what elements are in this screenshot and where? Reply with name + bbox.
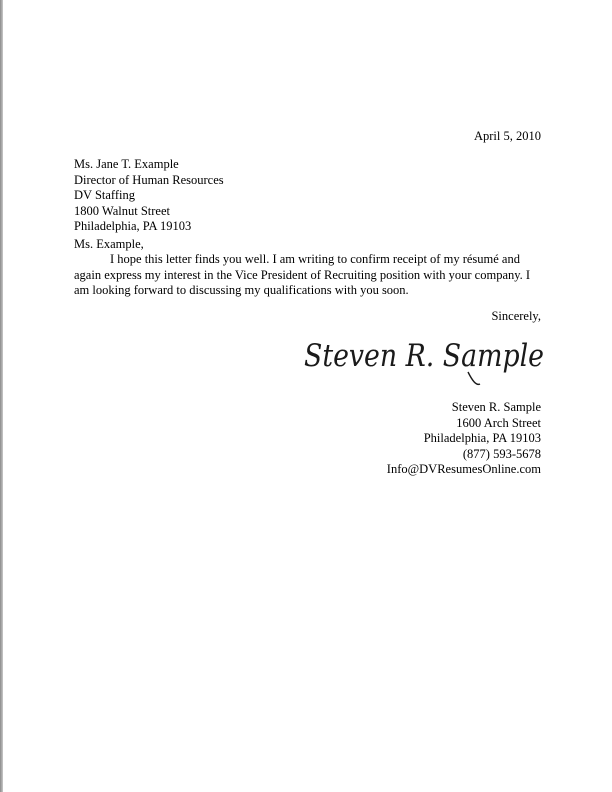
- closing: Sincerely,: [491, 309, 541, 323]
- letter-date: April 5, 2010: [473, 129, 541, 143]
- sender-phone: (877) 593-5678: [462, 446, 541, 461]
- recipient-street: 1800 Walnut Street: [74, 203, 170, 218]
- sender-street: 1600 Arch Street: [456, 415, 541, 430]
- sender-city: Philadelphia, PA 19103: [423, 431, 541, 446]
- sender-email: Info@DVResumesOnline.com: [386, 462, 541, 477]
- sender-name: Steven R. Sample: [451, 400, 541, 414]
- recipient-title: Director of Human Resources: [74, 172, 224, 187]
- recipient-name: Ms. Jane T. Example: [74, 157, 179, 171]
- sender-address-block: [387, 400, 541, 478]
- signature-text: Steven R. Sample: [304, 338, 544, 374]
- handwritten-signature: [300, 332, 550, 388]
- recipient-company: DV Staffing: [74, 188, 135, 203]
- body-paragraph: I hope this letter finds you well. I am writing to confirm receipt of my résumé and again express my interest in the Vice President of Recruiting position with your company. I am looking forward to discussing my qualifications with you soon.: [74, 252, 531, 298]
- salutation: Ms. Example,: [74, 237, 144, 251]
- page-edge-shadow: [0, 0, 3, 792]
- recipient-city: Philadelphia, PA 19103: [74, 219, 192, 234]
- recipient-address-block: [74, 157, 224, 235]
